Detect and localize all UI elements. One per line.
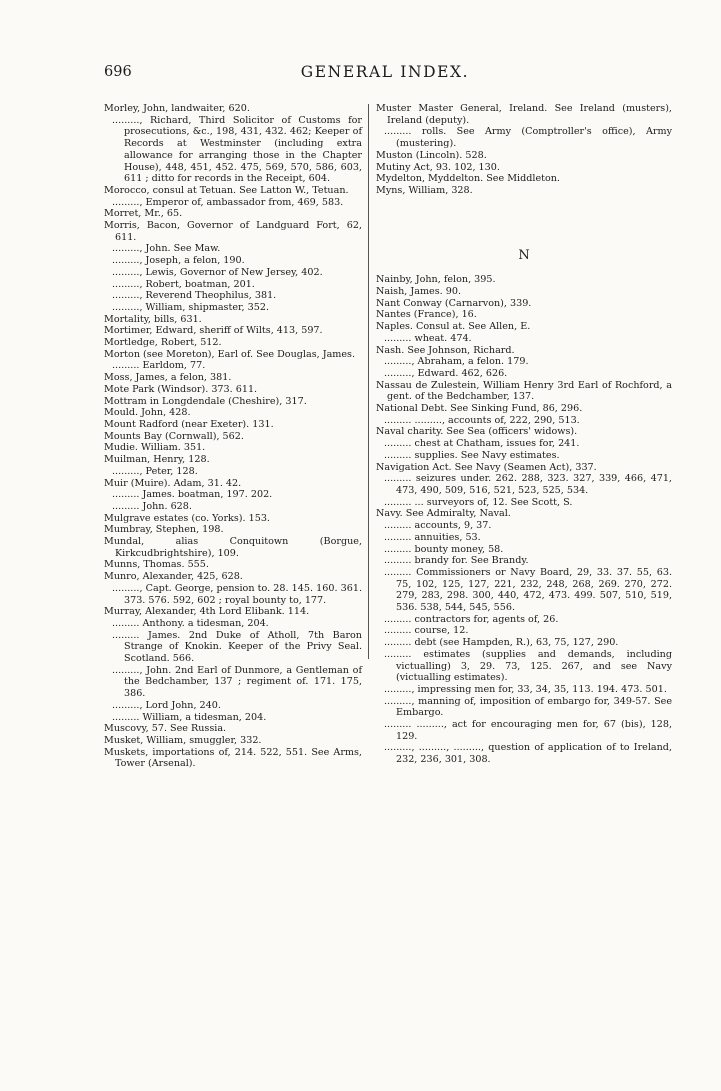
index-entry: ......... ........., act for encouraging men for, 67 (bis), 128, 129.	[384, 719, 672, 742]
index-entry: Nant Conway (Carnarvon), 339.	[376, 297, 532, 309]
index-entry: ......... Commissioners or Navy Board, 29, 33. 37. 55, 63. 75, 102, 125, 127, 221, 232, 248, 268, 269. 270, 272. 279, 283, 298. 300, 440, 472, 473. 499. 507, 510, 519, 536. 538, 544, 545, 556.	[384, 566, 672, 614]
index-entry: ......... brandy for. See Brandy.	[384, 555, 529, 567]
index-entry: ......... Earldom, 77.	[112, 360, 206, 372]
index-entry: ......... estimates (supplies and demands, including victualling) 3, 29. 73, 125. 267, and see Navy (victualling estimates).	[384, 648, 672, 684]
index-entry: Morocco, consul at Tetuan. See Latton W., Tetuan.	[104, 184, 349, 196]
column-divider	[368, 104, 369, 659]
index-entry: Mutiny Act, 93. 102, 130.	[376, 161, 500, 173]
index-entry: Muster Master General, Ireland. See Ireland (musters), Ireland (deputy).	[376, 103, 672, 126]
index-entry: ......... seizures under. 262. 288, 323. 327, 339, 466, 471, 473, 490, 509, 516, 521, 523, 525, 534.	[384, 473, 672, 496]
index-entry: ........., Joseph, a felon, 190.	[112, 255, 245, 267]
index-entry: Mount Radford (near Exeter). 131.	[104, 418, 274, 430]
index-column-right	[376, 103, 672, 766]
index-entry: Morton (see Moreton), Earl of. See Douglas, James.	[104, 348, 356, 360]
index-entry: ......... contractors for, agents of, 26.	[384, 613, 559, 625]
index-entry: ......... annuities, 53.	[384, 531, 481, 543]
index-entry: ......... wheat. 474.	[384, 332, 472, 344]
index-group-m-continued	[376, 103, 672, 197]
index-entry: ......... ........., accounts of, 222, 290, 513.	[384, 414, 580, 426]
index-entry: ........., Emperor of, ambassador from, 469, 583.	[112, 196, 344, 208]
index-entry: Navigation Act. See Navy (Seamen Act), 337.	[376, 461, 597, 473]
index-entry: Muston (Lincoln). 528.	[376, 149, 487, 161]
page-number: 696	[104, 64, 132, 80]
index-entry: ......... William, a tidesman, 204.	[112, 711, 267, 723]
index-entry: Nash. See Johnson, Richard.	[376, 344, 515, 356]
index-entry: Navy. See Admiralty, Naval.	[376, 508, 511, 520]
index-entry: Nainby, John, felon, 395.	[376, 274, 496, 286]
index-entry: Murray, Alexander, 4th Lord Elibank. 114.	[104, 606, 310, 618]
index-entry: Morris, Bacon, Governor of Landguard Fort, 62, 611.	[104, 220, 362, 243]
index-entry: Naish, James. 90.	[376, 286, 462, 298]
index-entry: Moss, James, a felon, 381.	[104, 372, 232, 384]
index-entry: Mounts Bay (Cornwall), 562.	[104, 430, 244, 442]
index-entry: ......... ... surveyors of, 12. See Scott, S.	[384, 496, 573, 508]
index-entry: ........., Peter, 128.	[112, 465, 198, 477]
index-entry: Myns, William, 328.	[376, 184, 473, 196]
index-entry: ........., William, shipmaster, 352.	[112, 301, 270, 313]
index-entry: ........., Reverend Theophilus, 381.	[112, 290, 277, 302]
index-entry: Naval charity. See Sea (officers' widows).	[376, 426, 578, 438]
index-entry: ........., ........., ........., question of application of to Ireland, 232, 236, 301, 308.	[384, 742, 672, 766]
index-entry: ......... accounts, 9, 37.	[384, 520, 492, 532]
index-entry: Musket, William, smuggler, 332.	[104, 734, 262, 746]
index-entry: Muir (Muire). Adam, 31. 42.	[104, 477, 242, 489]
index-entry: Mudie. William. 351.	[104, 442, 206, 454]
index-entry: ........., Capt. George, pension to. 28. 145. 160. 361. 373. 576. 592, 602 ; royal bounty to, 177.	[112, 582, 362, 606]
running-head: GENERAL INDEX.	[300, 63, 470, 81]
section-letter: N	[518, 247, 530, 263]
index-entry: ........., Richard, Third Solicitor of Customs for prosecutions, &c., 198, 431, 432. 462; Keeper of Records at Westminster (including extra allowance for arranging those in the Chapter House), 448, 451, 452. 475, 569, 570, 586, 603, 611 ; ditto for records in the Receipt, 604.	[112, 114, 362, 185]
index-entry: Muskets, importations of, 214. 522, 551. See Arms, Tower (Arsenal).	[104, 746, 362, 770]
index-entry: Morley, John, landwaiter, 620.	[104, 103, 250, 114]
index-entry: Mundal, alias Conquitown (Borgue, Kirkcudbrightshire), 109.	[104, 536, 362, 559]
index-entry: Mulgrave estates (co. Yorks). 153.	[104, 512, 270, 524]
index-entry: ......... James. 2nd Duke of Atholl, 7th Baron Strange of Knokin. Keeper of the Privy Seal. Scotland. 566.	[112, 629, 362, 665]
index-entry: Mottram in Longdendale (Cheshire), 317.	[104, 395, 307, 407]
index-entry: ........., Abraham, a felon. 179.	[384, 356, 529, 368]
index-entry: Nassau de Zulestein, William Henry 3rd Earl of Rochford, a gent. of the Bedchamber, 137.	[376, 379, 672, 403]
index-entry: Mortality, bills, 631.	[104, 313, 202, 325]
index-entry: ......... James. boatman, 197. 202.	[112, 489, 273, 501]
index-entry: Mumbray, Stephen, 198.	[104, 524, 224, 536]
index-entry: Muilman, Henry, 128.	[104, 454, 210, 466]
index-entry: National Debt. See Sinking Fund, 86, 296.	[376, 403, 583, 415]
index-entry: Munro, Alexander, 425, 628.	[104, 571, 243, 583]
index-entry: ......... course, 12.	[384, 625, 469, 637]
index-group-n	[376, 274, 672, 766]
index-entry: Mould. John, 428.	[104, 407, 191, 419]
index-column-left	[104, 103, 362, 770]
index-entry: ........., Lord John, 240.	[112, 699, 221, 711]
index-entry: ......... supplies. See Navy estimates.	[384, 449, 560, 461]
index-entry: ......... bounty money, 58.	[384, 543, 504, 555]
index-entry: ........., impressing men for, 33, 34, 35, 113. 194. 473. 501.	[384, 683, 667, 695]
index-entry: ........., Edward. 462, 626.	[384, 367, 508, 379]
index-entry: ......... Anthony. a tidesman, 204.	[112, 617, 269, 629]
index-entry: Muscovy, 57. See Russia.	[104, 723, 227, 735]
index-entry: ......... chest at Chatham, issues for, 241.	[384, 438, 580, 450]
index-entry: Nantes (France), 16.	[376, 309, 477, 321]
index-entry: ........., manning of, imposition of embargo for, 349-57. See Embargo.	[384, 695, 672, 719]
index-entry: ........., Robert, boatman, 201.	[112, 278, 255, 290]
index-entry: Naples. Consul at. See Allen, E.	[376, 321, 531, 333]
index-entry: ........., John. See Maw.	[112, 243, 221, 255]
index-entry: Mote Park (Windsor). 373. 611.	[104, 383, 258, 395]
index-entry: ......... John. 628.	[112, 500, 192, 512]
index-entry: Mortledge, Robert, 512.	[104, 337, 222, 349]
page-header	[104, 62, 666, 88]
index-entry: ......... rolls. See Army (Comptroller's office), Army (mustering).	[384, 126, 672, 150]
index-entry: ......... debt (see Hampden, R.), 63, 75, 127, 290.	[384, 637, 619, 649]
index-entry: Morret, Mr., 65.	[104, 208, 183, 220]
index-entry: Mydelton, Myddelton. See Middleton.	[376, 173, 560, 185]
index-entry: Mortimer, Edward, sheriff of Wilts, 413, 597.	[104, 325, 323, 337]
index-entry: Munns, Thomas. 555.	[104, 559, 209, 571]
index-entry: ........., Lewis, Governor of New Jersey, 402.	[112, 266, 323, 278]
index-entry: ........., John. 2nd Earl of Dunmore, a Gentleman of the Bedchamber, 137 ; regiment of. 171. 175, 386.	[112, 664, 362, 700]
